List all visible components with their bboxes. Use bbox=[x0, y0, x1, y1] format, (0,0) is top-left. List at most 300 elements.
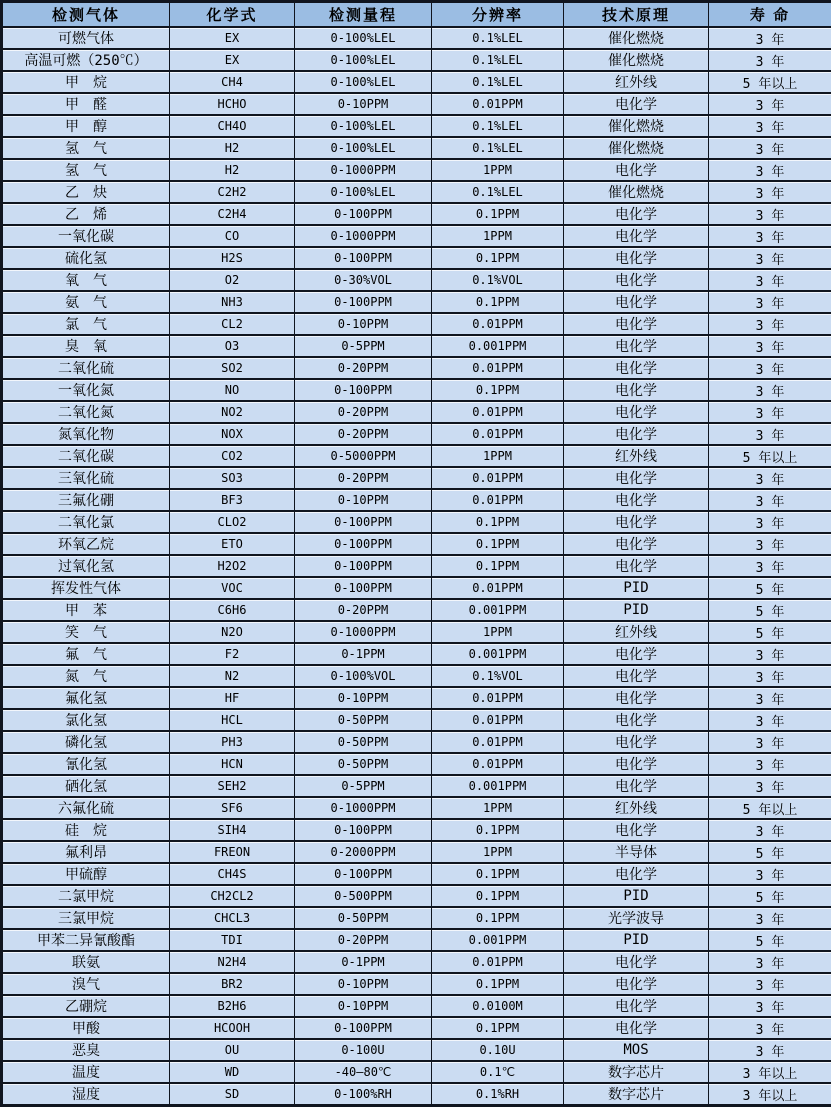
cell-resolution: 0.01PPM bbox=[432, 951, 564, 973]
cell-gas: 氮 气 bbox=[2, 665, 170, 687]
cell-gas: 甲酸 bbox=[2, 1017, 170, 1039]
cell-range: 0-30%VOL bbox=[295, 269, 432, 291]
cell-lifespan: 3 年 bbox=[709, 819, 831, 841]
cell-resolution: 1PPM bbox=[432, 841, 564, 863]
cell-resolution: 0.1PPM bbox=[432, 555, 564, 577]
cell-lifespan: 5 年 bbox=[709, 841, 831, 863]
column-header-range: 检测量程 bbox=[295, 2, 432, 28]
cell-resolution: 0.01PPM bbox=[432, 313, 564, 335]
cell-gas: 氢 气 bbox=[2, 137, 170, 159]
cell-formula: VOC bbox=[170, 577, 295, 599]
cell-formula: CLO2 bbox=[170, 511, 295, 533]
table-row bbox=[2, 181, 831, 203]
cell-range: 0-100PPM bbox=[295, 511, 432, 533]
cell-gas: 氟化氢 bbox=[2, 687, 170, 709]
cell-principle: MOS bbox=[564, 1039, 709, 1061]
cell-resolution: 0.1%LEL bbox=[432, 49, 564, 71]
table-row bbox=[2, 577, 831, 599]
table-row bbox=[2, 27, 831, 49]
cell-formula: OU bbox=[170, 1039, 295, 1061]
cell-lifespan: 3 年 bbox=[709, 269, 831, 291]
cell-principle: 电化学 bbox=[564, 731, 709, 753]
cell-resolution: 1PPM bbox=[432, 445, 564, 467]
cell-resolution: 0.01PPM bbox=[432, 423, 564, 445]
cell-resolution: 0.01PPM bbox=[432, 687, 564, 709]
cell-lifespan: 3 年 bbox=[709, 181, 831, 203]
cell-principle: 催化燃烧 bbox=[564, 115, 709, 137]
cell-formula: C2H2 bbox=[170, 181, 295, 203]
cell-resolution: 0.1%VOL bbox=[432, 665, 564, 687]
cell-gas: 二氧化氮 bbox=[2, 401, 170, 423]
cell-lifespan: 3 年 bbox=[709, 753, 831, 775]
cell-formula: SO2 bbox=[170, 357, 295, 379]
cell-lifespan: 3 年以上 bbox=[709, 1083, 831, 1106]
cell-resolution: 0.1PPM bbox=[432, 379, 564, 401]
table-row bbox=[2, 467, 831, 489]
cell-resolution: 0.01PPM bbox=[432, 357, 564, 379]
cell-gas: 三氧化硫 bbox=[2, 467, 170, 489]
table-row bbox=[2, 753, 831, 775]
table-row bbox=[2, 665, 831, 687]
cell-resolution: 0.1%LEL bbox=[432, 137, 564, 159]
cell-range: 0-20PPM bbox=[295, 423, 432, 445]
cell-principle: 电化学 bbox=[564, 401, 709, 423]
cell-resolution: 0.10U bbox=[432, 1039, 564, 1061]
cell-range: 0-100%LEL bbox=[295, 181, 432, 203]
cell-principle: 电化学 bbox=[564, 335, 709, 357]
cell-formula: WD bbox=[170, 1061, 295, 1083]
cell-principle: 电化学 bbox=[564, 247, 709, 269]
cell-formula: NH3 bbox=[170, 291, 295, 313]
cell-principle: 数字芯片 bbox=[564, 1083, 709, 1106]
cell-principle: 电化学 bbox=[564, 1017, 709, 1039]
cell-formula: H2S bbox=[170, 247, 295, 269]
cell-gas: 挥发性气体 bbox=[2, 577, 170, 599]
cell-resolution: 0.01PPM bbox=[432, 709, 564, 731]
cell-resolution: 0.0100M bbox=[432, 995, 564, 1017]
cell-range: 0-50PPM bbox=[295, 907, 432, 929]
cell-principle: 电化学 bbox=[564, 379, 709, 401]
cell-resolution: 1PPM bbox=[432, 621, 564, 643]
table-row bbox=[2, 511, 831, 533]
cell-range: 0-10PPM bbox=[295, 973, 432, 995]
cell-range: 0-100PPM bbox=[295, 379, 432, 401]
cell-formula: CH4 bbox=[170, 71, 295, 93]
cell-principle: 半导体 bbox=[564, 841, 709, 863]
cell-range: 0-100%LEL bbox=[295, 71, 432, 93]
cell-resolution: 0.1PPM bbox=[432, 819, 564, 841]
cell-resolution: 1PPM bbox=[432, 159, 564, 181]
cell-principle: 电化学 bbox=[564, 203, 709, 225]
cell-gas: 甲 烷 bbox=[2, 71, 170, 93]
cell-range: 0-50PPM bbox=[295, 753, 432, 775]
table-row bbox=[2, 929, 831, 951]
cell-lifespan: 3 年 bbox=[709, 973, 831, 995]
cell-formula: SO3 bbox=[170, 467, 295, 489]
cell-resolution: 0.1PPM bbox=[432, 1017, 564, 1039]
cell-formula: EX bbox=[170, 49, 295, 71]
cell-gas: 甲苯二异氰酸酯 bbox=[2, 929, 170, 951]
cell-lifespan: 3 年 bbox=[709, 731, 831, 753]
cell-resolution: 0.01PPM bbox=[432, 489, 564, 511]
table-row bbox=[2, 203, 831, 225]
cell-range: 0-100%LEL bbox=[295, 137, 432, 159]
cell-resolution: 0.01PPM bbox=[432, 731, 564, 753]
cell-formula: N2H4 bbox=[170, 951, 295, 973]
cell-formula: H2 bbox=[170, 159, 295, 181]
cell-range: 0-5PPM bbox=[295, 775, 432, 797]
cell-range: 0-100%LEL bbox=[295, 115, 432, 137]
cell-principle: 电化学 bbox=[564, 269, 709, 291]
column-header-gas: 检测气体 bbox=[2, 2, 170, 28]
cell-range: 0-1000PPM bbox=[295, 621, 432, 643]
cell-range: 0-20PPM bbox=[295, 357, 432, 379]
cell-resolution: 0.001PPM bbox=[432, 599, 564, 621]
cell-gas: 二氯甲烷 bbox=[2, 885, 170, 907]
cell-formula: NOX bbox=[170, 423, 295, 445]
cell-principle: 电化学 bbox=[564, 709, 709, 731]
cell-gas: 一氧化碳 bbox=[2, 225, 170, 247]
cell-formula: HCHO bbox=[170, 93, 295, 115]
cell-resolution: 0.01PPM bbox=[432, 93, 564, 115]
cell-lifespan: 3 年 bbox=[709, 247, 831, 269]
cell-gas: 氟利昂 bbox=[2, 841, 170, 863]
cell-principle: 电化学 bbox=[564, 159, 709, 181]
cell-principle: 电化学 bbox=[564, 313, 709, 335]
cell-lifespan: 3 年 bbox=[709, 951, 831, 973]
cell-principle: 红外线 bbox=[564, 621, 709, 643]
table-row bbox=[2, 445, 831, 467]
cell-range: 0-1PPM bbox=[295, 643, 432, 665]
cell-gas: 六氟化硫 bbox=[2, 797, 170, 819]
cell-lifespan: 3 年 bbox=[709, 1017, 831, 1039]
cell-principle: 电化学 bbox=[564, 951, 709, 973]
cell-range: 0-500PPM bbox=[295, 885, 432, 907]
cell-principle: 电化学 bbox=[564, 511, 709, 533]
cell-resolution: 0.001PPM bbox=[432, 335, 564, 357]
cell-formula: CH2CL2 bbox=[170, 885, 295, 907]
cell-range: 0-20PPM bbox=[295, 929, 432, 951]
cell-principle: 电化学 bbox=[564, 93, 709, 115]
cell-formula: ETO bbox=[170, 533, 295, 555]
table-row bbox=[2, 335, 831, 357]
cell-lifespan: 3 年 bbox=[709, 995, 831, 1017]
table-row bbox=[2, 819, 831, 841]
table-row bbox=[2, 1061, 831, 1083]
cell-formula: CH4S bbox=[170, 863, 295, 885]
table-row bbox=[2, 71, 831, 93]
cell-lifespan: 5 年以上 bbox=[709, 445, 831, 467]
cell-principle: 电化学 bbox=[564, 687, 709, 709]
table-row bbox=[2, 1083, 831, 1106]
table-row bbox=[2, 643, 831, 665]
table-row bbox=[2, 489, 831, 511]
cell-formula: HCOOH bbox=[170, 1017, 295, 1039]
cell-formula: CL2 bbox=[170, 313, 295, 335]
cell-gas: 笑 气 bbox=[2, 621, 170, 643]
cell-lifespan: 3 年 bbox=[709, 555, 831, 577]
cell-range: 0-100PPM bbox=[295, 819, 432, 841]
cell-resolution: 0.001PPM bbox=[432, 775, 564, 797]
cell-resolution: 1PPM bbox=[432, 797, 564, 819]
cell-range: 0-100PPM bbox=[295, 203, 432, 225]
cell-lifespan: 3 年 bbox=[709, 643, 831, 665]
cell-gas: 甲 醇 bbox=[2, 115, 170, 137]
cell-lifespan: 3 年 bbox=[709, 203, 831, 225]
cell-range: 0-20PPM bbox=[295, 599, 432, 621]
cell-resolution: 0.1PPM bbox=[432, 203, 564, 225]
cell-principle: 电化学 bbox=[564, 357, 709, 379]
cell-gas: 恶臭 bbox=[2, 1039, 170, 1061]
cell-principle: 电化学 bbox=[564, 995, 709, 1017]
cell-range: 0-1000PPM bbox=[295, 225, 432, 247]
cell-lifespan: 3 年 bbox=[709, 93, 831, 115]
cell-range: 0-100%LEL bbox=[295, 27, 432, 49]
cell-principle: 电化学 bbox=[564, 863, 709, 885]
cell-range: 0-50PPM bbox=[295, 709, 432, 731]
cell-formula: SEH2 bbox=[170, 775, 295, 797]
cell-gas: 溴气 bbox=[2, 973, 170, 995]
cell-range: -40—80℃ bbox=[295, 1061, 432, 1083]
table-row bbox=[2, 159, 831, 181]
cell-formula: C6H6 bbox=[170, 599, 295, 621]
cell-range: 0-10PPM bbox=[295, 313, 432, 335]
table-row bbox=[2, 115, 831, 137]
cell-range: 0-100%LEL bbox=[295, 49, 432, 71]
cell-principle: 催化燃烧 bbox=[564, 27, 709, 49]
cell-resolution: 0.01PPM bbox=[432, 753, 564, 775]
cell-lifespan: 3 年 bbox=[709, 665, 831, 687]
cell-lifespan: 3 年以上 bbox=[709, 1061, 831, 1083]
cell-resolution: 0.1%LEL bbox=[432, 71, 564, 93]
cell-principle: 电化学 bbox=[564, 533, 709, 555]
cell-gas: 乙 烯 bbox=[2, 203, 170, 225]
cell-principle: 电化学 bbox=[564, 225, 709, 247]
cell-principle: PID bbox=[564, 599, 709, 621]
table-row bbox=[2, 423, 831, 445]
cell-resolution: 0.1PPM bbox=[432, 291, 564, 313]
cell-lifespan: 3 年 bbox=[709, 907, 831, 929]
table-row bbox=[2, 973, 831, 995]
cell-formula: HCL bbox=[170, 709, 295, 731]
cell-principle: 电化学 bbox=[564, 643, 709, 665]
cell-resolution: 0.01PPM bbox=[432, 467, 564, 489]
cell-formula: N2O bbox=[170, 621, 295, 643]
table-row bbox=[2, 269, 831, 291]
cell-lifespan: 3 年 bbox=[709, 27, 831, 49]
cell-resolution: 0.1PPM bbox=[432, 907, 564, 929]
cell-lifespan: 3 年 bbox=[709, 511, 831, 533]
cell-range: 0-5PPM bbox=[295, 335, 432, 357]
cell-principle: 催化燃烧 bbox=[564, 181, 709, 203]
cell-resolution: 0.1%LEL bbox=[432, 27, 564, 49]
table-row bbox=[2, 885, 831, 907]
table-row bbox=[2, 775, 831, 797]
cell-lifespan: 3 年 bbox=[709, 225, 831, 247]
cell-formula: H2O2 bbox=[170, 555, 295, 577]
cell-gas: 氧 气 bbox=[2, 269, 170, 291]
cell-formula: N2 bbox=[170, 665, 295, 687]
cell-principle: 数字芯片 bbox=[564, 1061, 709, 1083]
cell-formula: F2 bbox=[170, 643, 295, 665]
cell-lifespan: 3 年 bbox=[709, 863, 831, 885]
cell-principle: 电化学 bbox=[564, 753, 709, 775]
table-row bbox=[2, 995, 831, 1017]
cell-resolution: 0.1PPM bbox=[432, 863, 564, 885]
cell-principle: PID bbox=[564, 929, 709, 951]
table-row bbox=[2, 313, 831, 335]
cell-principle: 电化学 bbox=[564, 819, 709, 841]
cell-lifespan: 3 年 bbox=[709, 533, 831, 555]
cell-resolution: 0.1%LEL bbox=[432, 181, 564, 203]
cell-formula: SD bbox=[170, 1083, 295, 1106]
cell-gas: 二氧化碳 bbox=[2, 445, 170, 467]
cell-range: 0-10PPM bbox=[295, 489, 432, 511]
cell-lifespan: 5 年 bbox=[709, 929, 831, 951]
cell-resolution: 0.01PPM bbox=[432, 401, 564, 423]
cell-principle: PID bbox=[564, 577, 709, 599]
cell-lifespan: 5 年以上 bbox=[709, 797, 831, 819]
column-header-lifespan: 寿 命 bbox=[709, 2, 831, 28]
cell-formula: O2 bbox=[170, 269, 295, 291]
cell-resolution: 0.1PPM bbox=[432, 885, 564, 907]
cell-range: 0-2000PPM bbox=[295, 841, 432, 863]
cell-resolution: 0.1%LEL bbox=[432, 115, 564, 137]
cell-gas: 臭 氧 bbox=[2, 335, 170, 357]
cell-formula: BF3 bbox=[170, 489, 295, 511]
cell-resolution: 0.1%VOL bbox=[432, 269, 564, 291]
cell-formula: BR2 bbox=[170, 973, 295, 995]
cell-gas: 甲 苯 bbox=[2, 599, 170, 621]
table-row bbox=[2, 731, 831, 753]
cell-gas: 氯化氢 bbox=[2, 709, 170, 731]
cell-formula: CO bbox=[170, 225, 295, 247]
cell-range: 0-100PPM bbox=[295, 577, 432, 599]
cell-formula: CH4O bbox=[170, 115, 295, 137]
cell-range: 0-20PPM bbox=[295, 467, 432, 489]
cell-principle: 电化学 bbox=[564, 775, 709, 797]
table-row bbox=[2, 533, 831, 555]
cell-gas: 硒化氢 bbox=[2, 775, 170, 797]
cell-range: 0-1000PPM bbox=[295, 797, 432, 819]
cell-gas: 过氧化氢 bbox=[2, 555, 170, 577]
cell-lifespan: 5 年 bbox=[709, 885, 831, 907]
table-row bbox=[2, 841, 831, 863]
cell-gas: 氟 气 bbox=[2, 643, 170, 665]
table-row bbox=[2, 225, 831, 247]
header-row bbox=[2, 2, 831, 28]
cell-lifespan: 5 年以上 bbox=[709, 71, 831, 93]
cell-gas: 氮氧化物 bbox=[2, 423, 170, 445]
cell-lifespan: 3 年 bbox=[709, 775, 831, 797]
cell-gas: 一氧化氮 bbox=[2, 379, 170, 401]
cell-lifespan: 3 年 bbox=[709, 313, 831, 335]
table-row bbox=[2, 49, 831, 71]
cell-formula: TDI bbox=[170, 929, 295, 951]
cell-range: 0-100%VOL bbox=[295, 665, 432, 687]
cell-lifespan: 3 年 bbox=[709, 115, 831, 137]
column-header-resolution: 分辨率 bbox=[432, 2, 564, 28]
cell-gas: 氰化氢 bbox=[2, 753, 170, 775]
cell-gas: 乙硼烷 bbox=[2, 995, 170, 1017]
column-header-formula: 化学式 bbox=[170, 2, 295, 28]
table-row bbox=[2, 401, 831, 423]
cell-range: 0-100%RH bbox=[295, 1083, 432, 1106]
cell-gas: 乙 炔 bbox=[2, 181, 170, 203]
table-row bbox=[2, 709, 831, 731]
cell-range: 0-100PPM bbox=[295, 291, 432, 313]
cell-principle: 电化学 bbox=[564, 467, 709, 489]
cell-resolution: 1PPM bbox=[432, 225, 564, 247]
cell-gas: 二氧化氯 bbox=[2, 511, 170, 533]
cell-lifespan: 5 年 bbox=[709, 577, 831, 599]
cell-gas: 氯 气 bbox=[2, 313, 170, 335]
table-row bbox=[2, 379, 831, 401]
table-row bbox=[2, 555, 831, 577]
table-row bbox=[2, 687, 831, 709]
cell-formula: PH3 bbox=[170, 731, 295, 753]
cell-formula: B2H6 bbox=[170, 995, 295, 1017]
cell-formula: HCN bbox=[170, 753, 295, 775]
cell-principle: 催化燃烧 bbox=[564, 137, 709, 159]
cell-resolution: 0.1PPM bbox=[432, 533, 564, 555]
cell-formula: HF bbox=[170, 687, 295, 709]
cell-gas: 温度 bbox=[2, 1061, 170, 1083]
cell-range: 0-1PPM bbox=[295, 951, 432, 973]
table-row bbox=[2, 137, 831, 159]
cell-lifespan: 5 年 bbox=[709, 599, 831, 621]
cell-principle: 电化学 bbox=[564, 665, 709, 687]
cell-lifespan: 3 年 bbox=[709, 423, 831, 445]
cell-formula: SF6 bbox=[170, 797, 295, 819]
cell-gas: 高温可燃（250℃） bbox=[2, 49, 170, 71]
cell-range: 0-10PPM bbox=[295, 687, 432, 709]
cell-range: 0-100PPM bbox=[295, 863, 432, 885]
cell-gas: 可燃气体 bbox=[2, 27, 170, 49]
cell-range: 0-10PPM bbox=[295, 995, 432, 1017]
cell-lifespan: 3 年 bbox=[709, 291, 831, 313]
cell-range: 0-1000PPM bbox=[295, 159, 432, 181]
cell-gas: 甲硫醇 bbox=[2, 863, 170, 885]
cell-gas: 磷化氢 bbox=[2, 731, 170, 753]
cell-resolution: 0.1PPM bbox=[432, 247, 564, 269]
cell-gas: 甲 醛 bbox=[2, 93, 170, 115]
cell-gas: 联氨 bbox=[2, 951, 170, 973]
cell-formula: CHCL3 bbox=[170, 907, 295, 929]
cell-resolution: 0.1PPM bbox=[432, 973, 564, 995]
cell-lifespan: 3 年 bbox=[709, 1039, 831, 1061]
cell-principle: 催化燃烧 bbox=[564, 49, 709, 71]
cell-principle: 红外线 bbox=[564, 71, 709, 93]
cell-resolution: 0.1℃ bbox=[432, 1061, 564, 1083]
cell-range: 0-100PPM bbox=[295, 555, 432, 577]
cell-lifespan: 3 年 bbox=[709, 335, 831, 357]
cell-lifespan: 3 年 bbox=[709, 137, 831, 159]
table-row bbox=[2, 863, 831, 885]
cell-lifespan: 3 年 bbox=[709, 357, 831, 379]
cell-principle: 电化学 bbox=[564, 423, 709, 445]
cell-formula: NO bbox=[170, 379, 295, 401]
cell-gas: 三氯甲烷 bbox=[2, 907, 170, 929]
cell-resolution: 0.001PPM bbox=[432, 643, 564, 665]
cell-resolution: 0.1PPM bbox=[432, 511, 564, 533]
cell-gas: 湿度 bbox=[2, 1083, 170, 1106]
table-row bbox=[2, 797, 831, 819]
table-row bbox=[2, 1017, 831, 1039]
cell-formula: H2 bbox=[170, 137, 295, 159]
cell-principle: 红外线 bbox=[564, 797, 709, 819]
table-row bbox=[2, 357, 831, 379]
